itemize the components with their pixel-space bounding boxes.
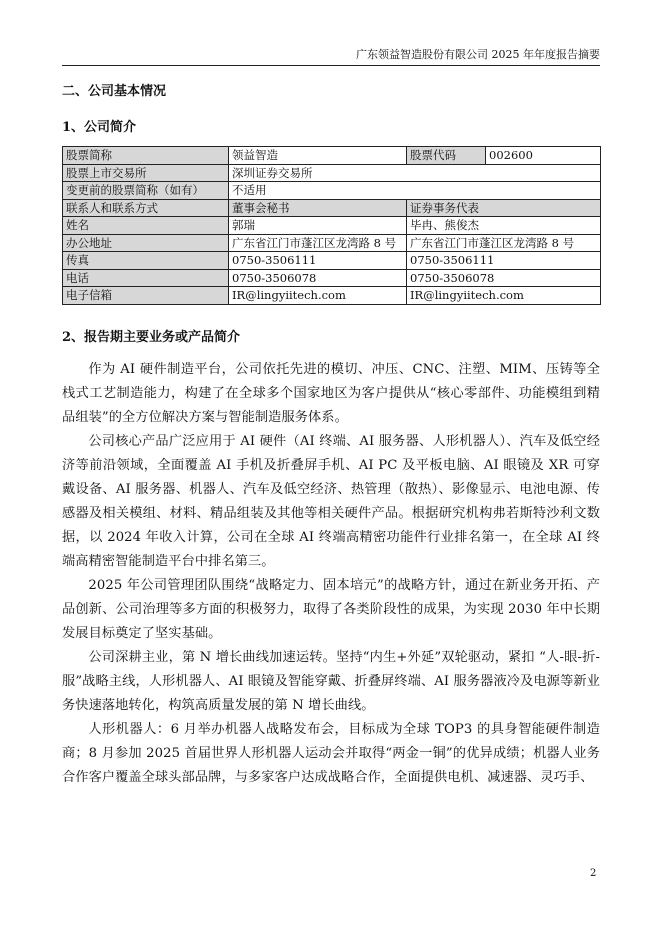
fax-label: 传真 xyxy=(63,252,229,270)
company-profile-table xyxy=(62,146,601,305)
paragraph: 作为 AI 硬件制造平台，公司依托先进的模切、冲压、CNC、注塑、MIM、压铸等全栈式工艺制造能力，构建了在全球多个国家地区为客户提供从“核心零部件、功能模组到精品组装”的全方位解决方案与智能制造服务体系。 xyxy=(62,362,600,425)
stock-code-label: 股票代码 xyxy=(407,147,486,165)
secretary-email[interactable]: IR@lingyiitech.com xyxy=(229,287,407,305)
rep-email[interactable]: IR@lingyiitech.com xyxy=(407,287,601,305)
page-header: 广东领益智造股份有限公司 2025 年年度报告摘要 xyxy=(62,46,600,66)
rep-name: 毕冉、熊俊杰 xyxy=(407,217,601,235)
rep-address: 广东省江门市蓬江区龙湾路 8 号 xyxy=(407,234,601,252)
table-row xyxy=(63,199,601,217)
page-number: 2 xyxy=(590,868,597,879)
email-label: 电子信箱 xyxy=(63,287,229,305)
rep-phone: 0750-3506078 xyxy=(407,269,601,287)
table-row xyxy=(63,147,601,165)
paragraph: 公司核心产品广泛应用于 AI 硬件（AI 终端、AI 服务器、人形机器人）、汽车及低空经济等前沿领域，全面覆盖 AI 手机及折叠屏手机、AI PC 及平板电脑、AI 眼镜及 XR 可穿戴设备、AI 服务器、机器人、汽车及低空经济、热管理（散热）、影像显示、电池电源、传感器及相关模组、材料、精品组装及其他等相关硬件产品。根据研究机构弗若斯特沙利文数据，以 2024 年收入计算，公司在全球 AI 终端高精密功能件行业排名第一，在全球 AI 终端高精密智能制造平台中排名第三。 xyxy=(62,434,600,569)
address-label: 办公地址 xyxy=(63,234,229,252)
section-heading-company-profile: 1、公司简介 xyxy=(62,120,137,135)
stock-abbr-value: 领益智造 xyxy=(229,147,407,165)
secretary-header: 董事会秘书 xyxy=(229,199,407,217)
stock-code-value: 002600 xyxy=(486,147,601,165)
secretary-name: 郭瑞 xyxy=(229,217,407,235)
exchange-value: 深圳证券交易所 xyxy=(229,164,601,182)
business-description xyxy=(62,358,600,790)
paragraph: 公司深耕主业，第 N 增长曲线加速运转。坚持“内生+外延”双轮驱动，紧扣 “人-眼-折-服”战略主线，人形机器人、AI 眼镜及智能穿戴、折叠屏终端、AI 服务器液冷及电源等新业务快速落地转化，构筑高质量发展的第 N 增长曲线。 xyxy=(62,650,600,713)
table-row xyxy=(63,234,601,252)
exchange-label: 股票上市交易所 xyxy=(63,164,229,182)
prev-abbr-label: 变更前的股票简称（如有） xyxy=(63,182,229,200)
table-row xyxy=(63,252,601,270)
secretary-phone: 0750-3506078 xyxy=(229,269,407,287)
section-heading-business: 2、报告期主要业务或产品简介 xyxy=(62,330,241,345)
paragraph: 人形机器人：6 月举办机器人战略发布会，目标成为全球 TOP3 的具身智能硬件制造商；8 月参加 2025 首届世界人形机器人运动会并取得“两金一铜”的优异成绩；机器人业务合作客户覆盖全球头部品牌，与多家客户达成战略合作，全面提供电机、减速器、灵巧手、 xyxy=(62,722,600,785)
rep-fax: 0750-3506111 xyxy=(407,252,601,270)
table-row xyxy=(63,182,601,200)
contact-label: 联系人和联系方式 xyxy=(63,199,229,217)
rep-header: 证券事务代表 xyxy=(407,199,601,217)
paragraph: 2025 年公司管理团队围绕“战略定力、固本培元”的战略方针，通过在新业务开拓、产品创新、公司治理等多方面的积极努力，取得了各类阶段性的成果，为实现 2030 年中长期发展目标奠定了坚实基础。 xyxy=(62,578,600,641)
stock-abbr-label: 股票简称 xyxy=(63,147,229,165)
table-row xyxy=(63,217,601,235)
table-row xyxy=(63,287,601,305)
secretary-fax: 0750-3506111 xyxy=(229,252,407,270)
phone-label: 电话 xyxy=(63,269,229,287)
table-row xyxy=(63,269,601,287)
table-row xyxy=(63,164,601,182)
name-label: 姓名 xyxy=(63,217,229,235)
section-heading-basic-info: 二、公司基本情况 xyxy=(62,84,167,99)
secretary-address: 广东省江门市蓬江区龙湾路 8 号 xyxy=(229,234,407,252)
prev-abbr-value: 不适用 xyxy=(229,182,601,200)
